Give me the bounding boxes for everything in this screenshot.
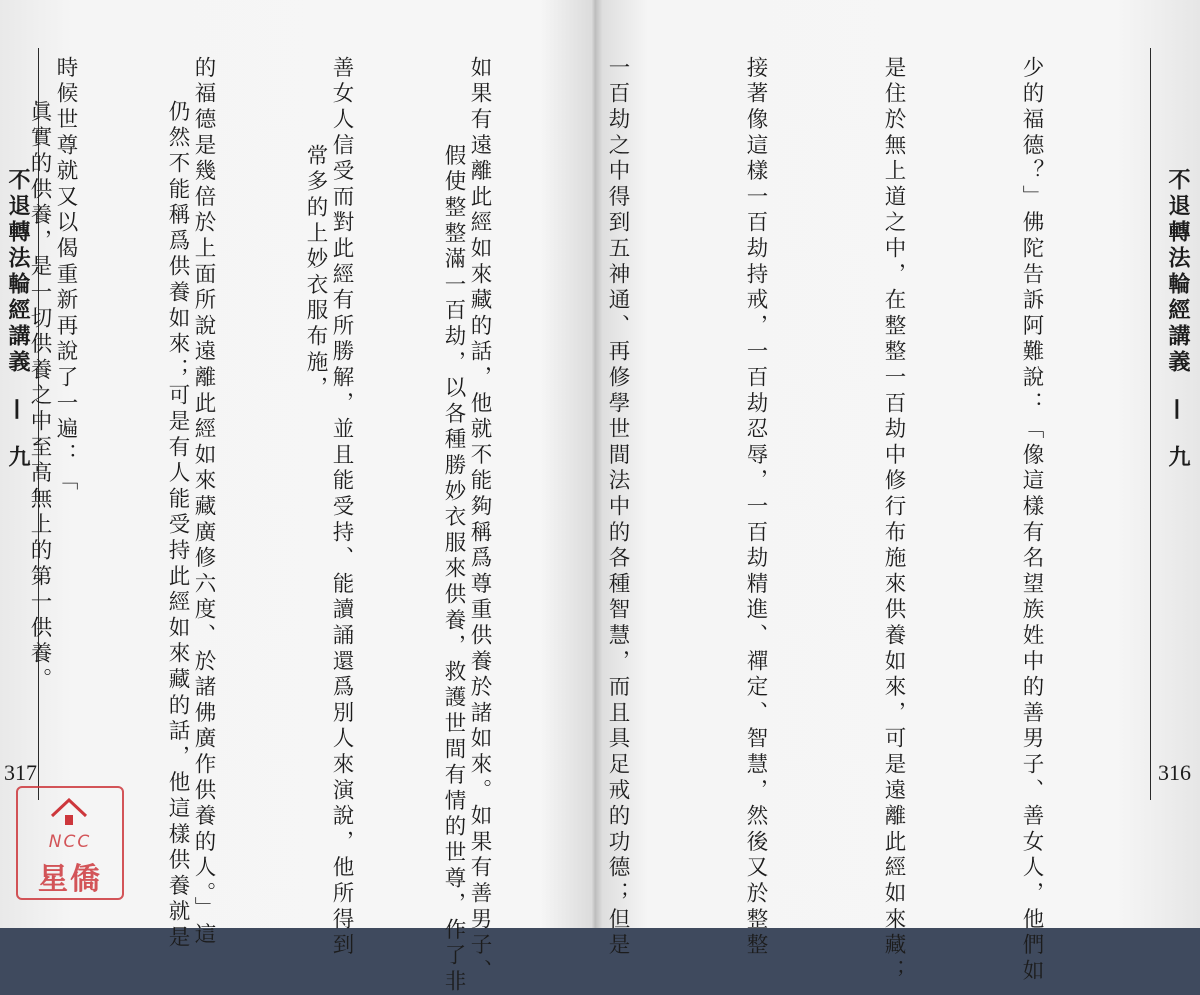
watermark-text-ncc: NCC	[48, 832, 92, 852]
text-column: 的福德是幾倍於上面所說遠離此經如來藏廣修六度、於諸佛廣作供養的人。」這	[191, 56, 216, 949]
text-column: 少的福德？」佛陀告訴阿難說：「像這樣有名望族姓中的善男子、善女人，他們如	[1019, 56, 1044, 985]
text-column: 如果有遠離此經如來藏的話，他就不能夠稱爲尊重供養於諸如來。如果有善男子、	[467, 56, 492, 985]
right-page-rule	[1150, 48, 1151, 800]
left-chapter-number: 九	[5, 445, 30, 472]
left-runner-sep: —	[5, 397, 30, 424]
text-column: 假使整整滿一百劫，以各種勝妙衣服來供養，救護世間有情的世尊，作了非	[441, 144, 466, 995]
text-column: 仍然不能稱爲供養如來；可是有人能受持此經如來藏的話，他這樣供養就是	[165, 100, 190, 952]
text-column: 接著像這樣一百劫持戒，一百劫忍辱，一百劫精進、禪定、智慧，然後又於整整	[743, 56, 768, 959]
text-column: 時候世尊就又以偈重新再說了一遍：「	[53, 56, 78, 495]
watermark-text-chinese: 星僑	[38, 862, 102, 897]
left-page-number-text: 317	[4, 760, 37, 785]
right-running-head	[1162, 168, 1193, 471]
text-column: 眞實的供養，是一切供養之中至高無上的第一供養。	[27, 100, 52, 694]
right-page-number	[1158, 760, 1191, 785]
text-column: 常多的上妙衣服布施，	[303, 144, 328, 402]
right-page-number-text: 316	[1158, 760, 1191, 785]
right-chapter-number: 九	[1165, 445, 1190, 472]
text-column: 善女人信受而對此經有所勝解，並且能受持、能讀誦還爲別人來演說，他所得到	[329, 56, 354, 959]
text-column: 一百劫之中得到五神通、再修學世間法中的各種智慧，而且具足戒的功德；但是	[605, 56, 630, 959]
right-runner-sep: —	[1165, 397, 1190, 424]
right-book-title: 不退轉法輪經講義	[1165, 168, 1190, 376]
text-column: 是住於無上道之中，在整整一百劫中修行布施來供養如來，可是遠離此經如來藏；	[881, 56, 906, 985]
left-book-title: 不退轉法輪經講義	[5, 168, 30, 376]
